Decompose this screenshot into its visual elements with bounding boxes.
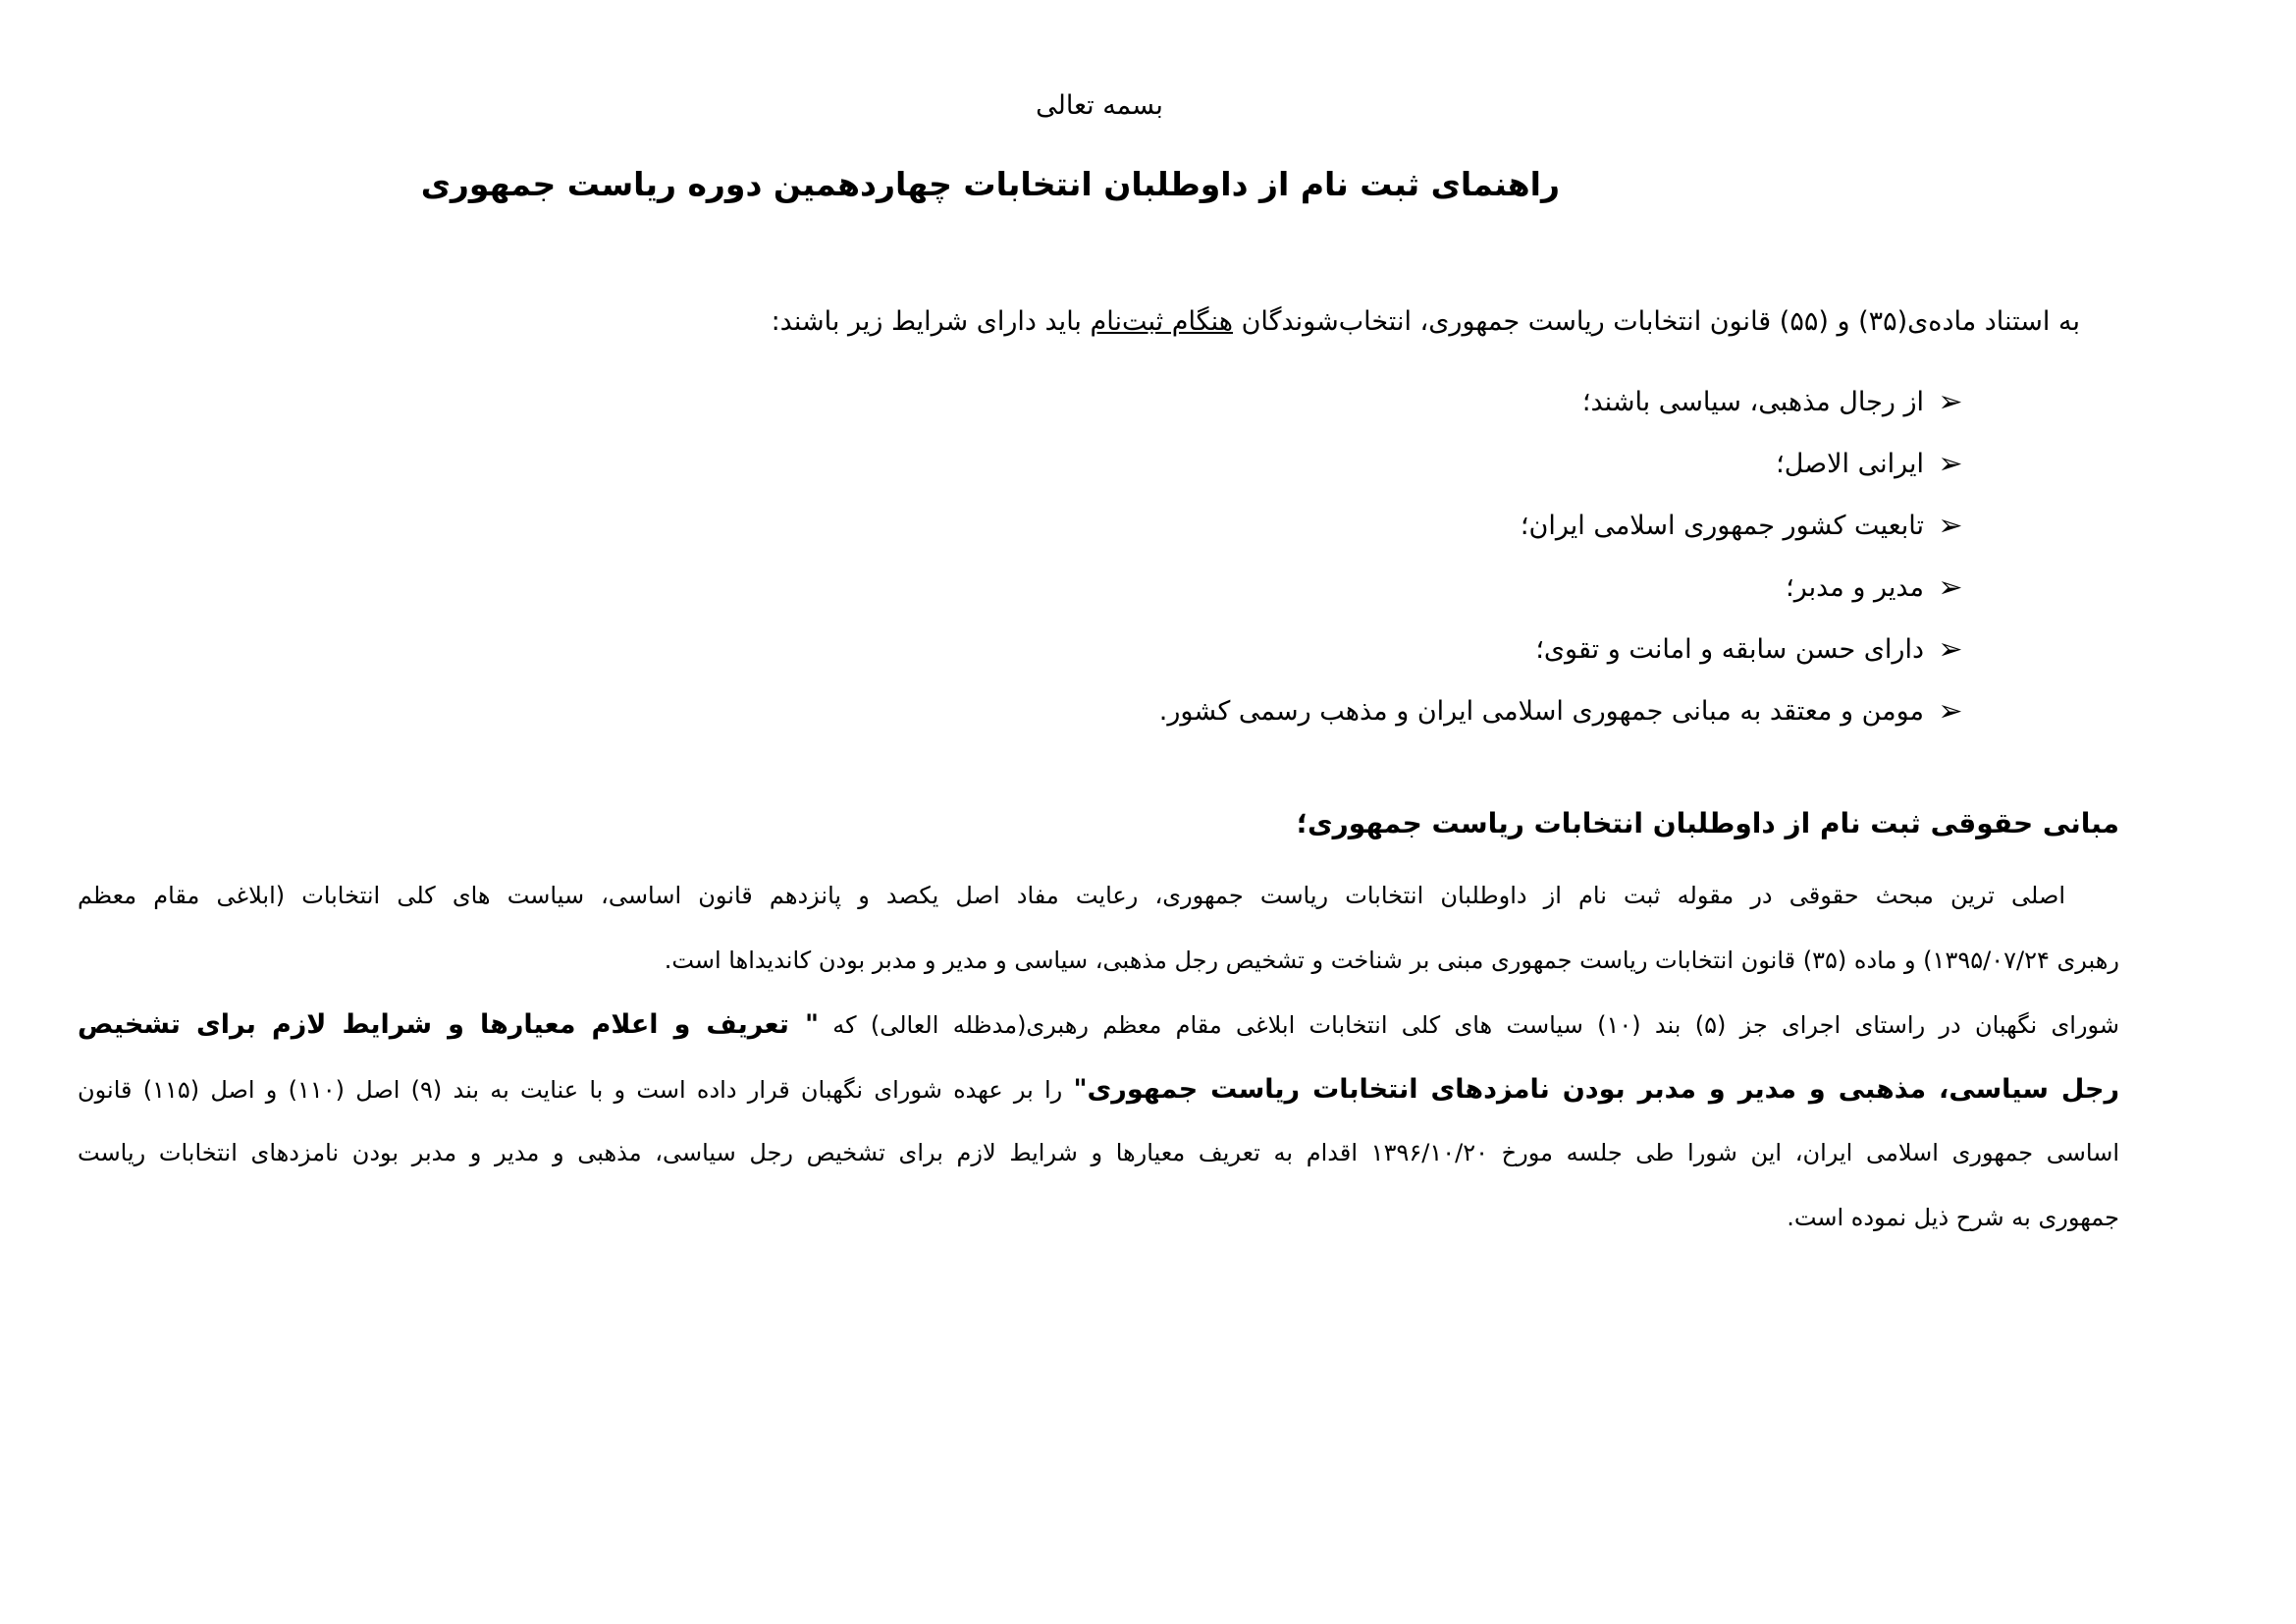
list-item: [1159, 495, 1967, 557]
list-item: [1159, 680, 1967, 742]
section-heading: مبانی حقوقی ثبت نام از داوطلبان انتخابات ریاست جمهوری؛: [1296, 807, 2119, 839]
checkmark-arrow-icon: ➢: [1938, 694, 1963, 729]
bold-text-segment: رجل سیاسی، مذهبی و مدیر و مدبر بودن نامزدهای انتخابات ریاست جمهوری": [1073, 1073, 2119, 1105]
paragraph-line: [78, 998, 2119, 1062]
bold-text-segment: " تعریف و اعلام معیارها و شرایط لازم برای تشخیص: [78, 1009, 820, 1040]
conditions-list: [1159, 371, 1967, 742]
list-item: [1159, 433, 1967, 495]
list-item: [1159, 619, 1967, 680]
checkmark-arrow-icon: ➢: [1938, 447, 1963, 481]
condition-text: از رجال مذهبی، سیاسی باشند؛: [1581, 387, 1924, 417]
checkmark-arrow-icon: ➢: [1938, 570, 1963, 605]
intro-text: به استناد ماده‌ی(۳۵) و (۵۵) قانون انتخابات ریاست جمهوری، انتخاب‌شوندگان: [1232, 306, 2080, 337]
intro-underlined: هنگام ثبت‌نام: [1090, 306, 1233, 337]
paragraph-line: اصلی ترین مبحث حقوقی در مقوله ثبت نام از داوطلبان انتخابات ریاست جمهوری، رعایت مفاد اصل یکصد و پانزدهم قانون اساسی، سیاست های کلی انتخابات (ابلاغی مقام معظم: [78, 882, 2065, 909]
condition-text: مدیر و مدبر؛: [1786, 572, 1924, 603]
list-item: [1159, 371, 1967, 433]
condition-text: ایرانی الاصل؛: [1776, 449, 1924, 479]
basmala: بسمه تعالی: [1036, 90, 1163, 121]
document-title: راهنمای ثبت نام از داوطلبان انتخابات چهاردهمین دوره ریاست جمهوری: [420, 165, 1560, 203]
text-segment: شورای نگهبان در راستای اجرای جز (۵) بند (۱۰) سیاست های کلی انتخابات ابلاغی مقام معظم رهبری(مدظله العالی) که: [819, 1011, 2119, 1039]
paragraph-line: اساسی جمهوری اسلامی ایران، این شورا طی جلسه مورخ ۱۳۹۶/۱۰/۲۰ اقدام به تعریف معیارها و شرایط لازم برای تشخیص رجل سیاسی، مذهبی و مدیر و مدبر بودن نامزدهای انتخابات ریاست: [78, 1139, 2119, 1166]
paragraph-line: رهبری ۱۳۹۵/۰۷/۲۴) و ماده (۳۵) قانون انتخابات ریاست جمهوری مبنی بر شناخت و تشخیص رجل مذهبی، سیاسی و مدیر و مدبر بودن کاندیداها است.: [664, 946, 2119, 974]
checkmark-arrow-icon: ➢: [1938, 632, 1963, 667]
condition-text: دارای حسن سابقه و امانت و تقوی؛: [1535, 634, 1924, 665]
legal-basis-paragraph: [78, 869, 2119, 1255]
list-item: [1159, 557, 1967, 619]
paragraph-line: [78, 1062, 2119, 1127]
condition-text: تابعیت کشور جمهوری اسلامی ایران؛: [1520, 511, 1924, 541]
intro-paragraph: [772, 306, 2080, 337]
intro-text-end: باید دارای شرایط زیر باشند:: [771, 306, 1091, 337]
paragraph-line: جمهوری به شرح ذیل نموده است.: [1787, 1203, 2119, 1231]
checkmark-arrow-icon: ➢: [1938, 385, 1963, 419]
checkmark-arrow-icon: ➢: [1938, 509, 1963, 543]
condition-text: مومن و معتقد به مبانی جمهوری اسلامی ایران و مذهب رسمی کشور.: [1158, 696, 1924, 727]
text-segment: را بر عهده شورای نگهبان قرار داده است و با عنایت به بند (۹) اصل (۱۱۰) و اصل (۱۱۵) قانون: [78, 1075, 1074, 1104]
